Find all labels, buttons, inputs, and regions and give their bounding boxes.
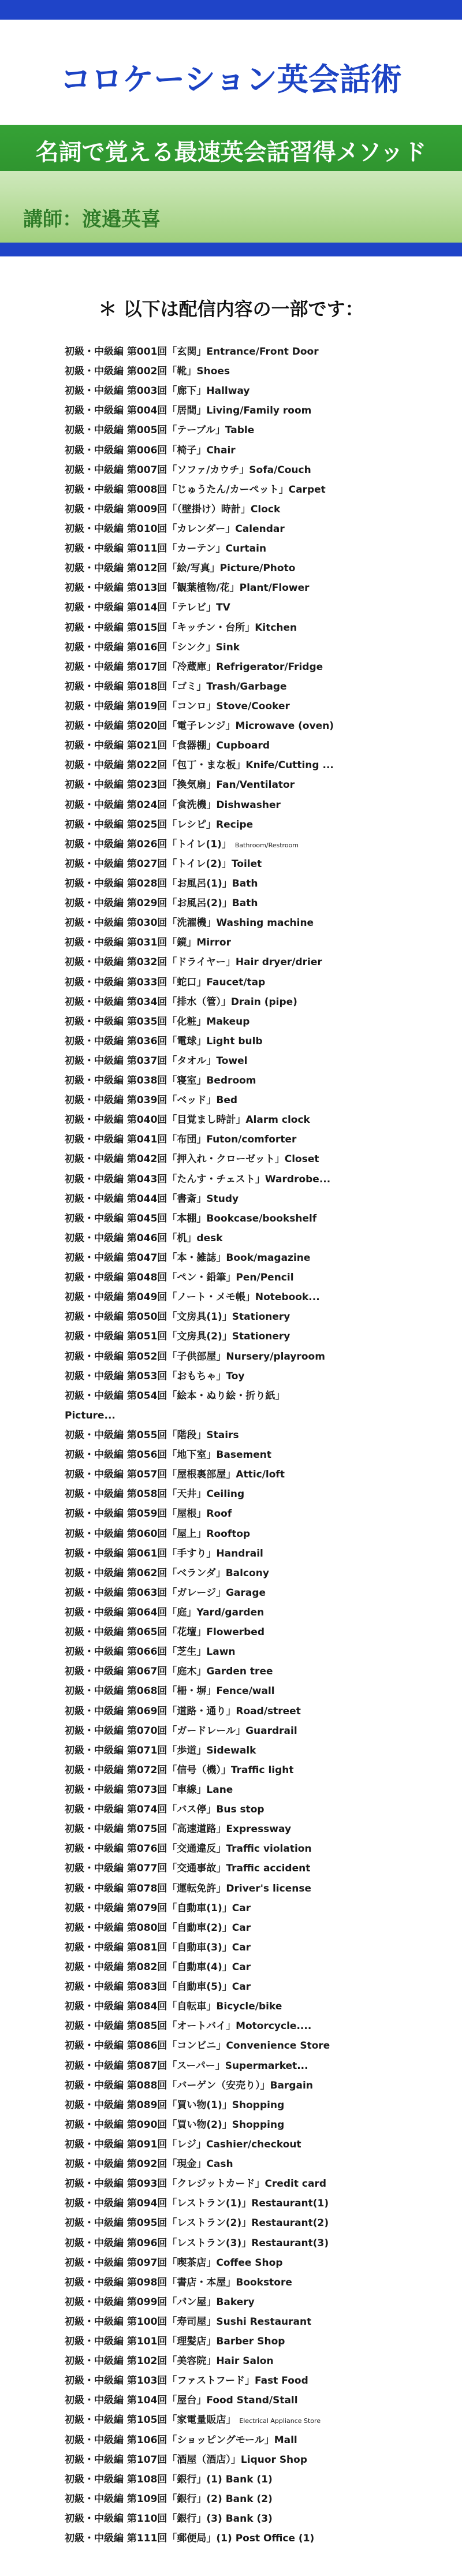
list-item [65,1090,446,1110]
episode-title: 初級・中級編 第104回「屋台」Food Stand/Stall [65,2395,298,2407]
episode-title: 初級・中級編 第077回「交通事故」Traffic accident [65,1863,311,1875]
episode-title: 初級・中級編 第006回「椅子」Chair [65,444,236,456]
episode-title: 初級・中級編 第062回「ベランダ」Balcony [65,1567,269,1579]
list-item [65,1702,446,1721]
episode-title: 初級・中級編 第043回「たんす・チェスト」Wardrobe... [65,1173,331,1185]
list-item [65,2470,446,2489]
list-item [65,618,446,638]
episode-title: 初級・中級編 第110回「銀行」(3) Bank (3) [65,2513,273,2525]
episode-title: 初級・中級編 第054回「絵本・ぬり絵・折り紙」 [65,1390,285,1402]
episode-title: 初級・中級編 第020回「電子レンジ」Microwave (oven) [65,720,334,732]
list-item [65,736,446,755]
list-item [65,1721,446,1741]
episode-title: 初級・中級編 第027回「トイレ(2)」Toilet [65,858,262,870]
episode-title: 初級・中級編 第041回「布団」Futon/comforter [65,1134,297,1146]
list-item [65,381,446,401]
list-item [65,952,446,972]
episode-title: 初級・中級編 第012回「絵/写真」Picture/Photo [65,563,296,575]
list-item [65,1051,446,1071]
episode-title: 初級・中級編 第036回「電球」Light bulb [65,1035,263,1047]
list-item [65,894,446,913]
content-notice: ＊ 以下は配信内容の一部です： [98,298,364,320]
episode-title: 初級・中級編 第097回「喫茶店」Coffee Shop [65,2257,283,2269]
list-item [65,1899,446,1918]
list-item [65,2430,446,2450]
list-item [65,1110,446,1130]
episode-title: 初級・中級編 第096回「レストラン(3)」Restaurant(3) [65,2237,329,2249]
list-item [65,1327,446,1346]
episode-title: 初級・中級編 第047回「本・雑誌」Book/magazine [65,1252,311,1264]
episode-title: 初級・中級編 第004回「居間」Living/Family room [65,405,312,417]
list-item [65,1564,446,1583]
list-item [65,1977,446,1997]
episode-title: 初級・中級編 第033回「蛇口」Faucet/tap [65,976,266,988]
episode-title: 初級・中級編 第100回「寿司屋」Sushi Restaurant [65,2316,312,2328]
list-item [65,2292,446,2312]
episode-title: Picture... [65,1409,116,1421]
episode-title: 初級・中級編 第087回「スーパー」Supermarket... [65,2060,308,2072]
episode-title: 初級・中級編 第046回「机」desk [65,1232,223,1244]
episode-title: 初級・中級編 第091回「レジ」Cashier/checkout [65,2138,301,2150]
list-item [65,1406,446,1425]
episode-title: 初級・中級編 第103回「ファストフード」Fast Food [65,2375,308,2387]
list-item [65,716,446,736]
list-item [65,1012,446,1032]
episode-title: 初級・中級編 第082回「自動車(4)」Car [65,1961,251,1973]
episode-title: 初級・中級編 第013回「観葉植物/花」Plant/Flower [65,582,310,594]
episode-title: 初級・中級編 第075回「高速道路」Expressway [65,1823,292,1836]
list-item [65,913,446,933]
list-item [65,874,446,894]
list-item [65,2016,446,2036]
episode-title: 初級・中級編 第040回「目覚まし時計」Alarm clock [65,1114,310,1126]
list-item [65,1879,446,1899]
list-item [65,519,446,539]
list-item [65,2273,446,2292]
list-item [65,1800,446,1819]
list-item [65,1504,446,1524]
list-item [65,441,446,460]
list-item [65,815,446,835]
list-item [65,933,446,952]
episode-title: 初級・中級編 第007回「ソファ/カウチ」Sofa/Couch [65,464,311,476]
list-item [65,2174,446,2194]
episode-title: 初級・中級編 第017回「冷蔵庫」Refrigerator/Fridge [65,661,323,673]
episode-title: 初級・中級編 第095回「レストラン(2)」Restaurant(2) [65,2217,329,2229]
list-item [65,697,446,716]
list-item [65,1997,446,2016]
list-item [65,2391,446,2410]
episode-title: 初級・中級編 第066回「芝生」Lawn [65,1646,236,1658]
list-item [65,1918,446,1938]
episode-title: 初級・中級編 第026回「トイレ(1)」 [65,838,232,850]
episode-title: 初級・中級編 第084回「自転車」Bicycle/bike [65,2001,282,2013]
list-item [65,1425,446,1445]
episode-title: 初級・中級編 第009回「（壁掛け）時計」Clock [65,503,281,515]
list-item [65,2312,446,2332]
list-item [65,362,446,381]
bottom-color-bar [0,243,462,256]
episode-title: 初級・中級編 第086回「コンビニ」Convenience Store [65,2040,330,2052]
episode-title: 初級・中級編 第102回「美容院」Hair Salon [65,2355,274,2367]
episode-title: 初級・中級編 第063回「ガレージ」Garage [65,1587,266,1599]
episode-title: 初級・中級編 第099回「パン屋」Bakery [65,2296,255,2308]
list-item [65,1130,446,1149]
list-item [65,638,446,657]
episode-title: 初級・中級編 第023回「換気扇」Fan/Ventilator [65,779,295,791]
list-item [65,1760,446,1780]
list-item [65,598,446,617]
list-item [65,1642,446,1662]
episode-title: 初級・中級編 第032回「ドライヤー」Hair dryer/drier [65,956,322,969]
list-item [65,1071,446,1090]
list-item [65,1307,446,1327]
list-item [65,2489,446,2509]
episode-title: 初級・中級編 第056回「地下室」Basement [65,1449,271,1461]
list-item [65,2115,446,2135]
episode-title: 初級・中級編 第044回「書斎」Study [65,1193,239,1205]
episode-title: 初級・中級編 第089回「買い物(1)」Shopping [65,2099,285,2111]
episode-title: 初級・中級編 第019回「コンロ」Stove/Cooker [65,700,290,712]
list-item [65,755,446,775]
list-item [65,2509,446,2529]
episode-title: 初級・中級編 第108回「銀行」(1) Bank (1) [65,2473,273,2485]
list-item [65,2154,446,2174]
list-item [65,480,446,500]
episode-title: 初級・中級編 第065回「花壇」Flowerbed [65,1626,265,1639]
list-item [65,1287,446,1307]
episode-title: 初級・中級編 第073回「車線」Lane [65,1784,233,1796]
list-item [65,2371,446,2391]
episode-title: 初級・中級編 第068回「柵・塀」Fence/wall [65,1685,275,1698]
list-item [65,2529,446,2548]
episode-title: 初級・中級編 第016回「シンク」Sink [65,641,240,653]
list-item [65,1603,446,1622]
list-item [65,2410,446,2430]
list-item [65,1839,446,1859]
episode-title: 初級・中級編 第053回「おもちゃ」Toy [65,1370,245,1382]
list-item [65,657,446,677]
list-item [65,992,446,1012]
episode-title: 初級・中級編 第014回「テレビ」TV [65,602,230,614]
list-item [65,1819,446,1839]
episode-title: 初級・中級編 第061回「手すり」Handrail [65,1547,263,1559]
list-item [65,1780,446,1800]
episode-title: 初級・中級編 第058回「天井」Ceiling [65,1488,245,1501]
episode-title: 初級・中級編 第071回「歩道」Sidewalk [65,1744,256,1756]
episode-title: 初級・中級編 第109回「銀行」(2) Bank (2) [65,2493,273,2505]
episode-title: 初級・中級編 第031回「鏡」Mirror [65,937,231,949]
list-item [65,342,446,362]
episode-title: 初級・中級編 第090回「買い物(2)」Shopping [65,2119,285,2131]
episode-title: 初級・中級編 第024回「食洗機」Dishwasher [65,799,281,811]
list-item [65,2095,446,2115]
list-item [65,1248,446,1268]
list-item [65,2194,446,2213]
list-item [65,401,446,420]
episode-title: 初級・中級編 第022回「包丁・まな板」Knife/Cutting ... [65,760,334,772]
top-color-bar [0,0,462,20]
episode-title: 初級・中級編 第018回「ゴミ」Trash/Garbage [65,680,287,693]
list-item [65,2056,446,2076]
list-item [65,539,446,559]
episode-note: Electrical Appliance Store [239,2417,321,2425]
list-item [65,1189,446,1209]
episode-title: 初級・中級編 第106回「ショッピングモール」Mall [65,2434,297,2446]
episode-title: 初級・中級編 第008回「じゅうたん/カーペット」Carpet [65,483,326,496]
list-item [65,1662,446,1681]
list-item [65,775,446,795]
episode-title: 初級・中級編 第076回「交通違反」Traffic violation [65,1843,312,1855]
episode-title: 初級・中級編 第094回「レストラン(1)」Restaurant(1) [65,2198,329,2210]
episode-title: 初級・中級編 第005回「テーブル」Table [65,425,255,437]
list-item [65,2351,446,2371]
list-item [65,2076,446,2095]
episode-title: 初級・中級編 第050回「文房具(1)」Stationery [65,1311,290,1323]
list-item [65,1859,446,1878]
episode-title: 初級・中級編 第098回「書店・本屋」Bookstore [65,2276,292,2288]
list-item [65,1957,446,1977]
episode-title: 初級・中級編 第015回「キッチン・台所」Kitchen [65,621,297,634]
list-item [65,1465,446,1484]
episode-title: 初級・中級編 第038回「寝室」Bedroom [65,1075,256,1087]
list-item [65,1544,446,1564]
list-item [65,2233,446,2253]
episode-title: 初級・中級編 第092回「現金」Cash [65,2158,233,2171]
episode-title: 初級・中級編 第037回「タオル」Towel [65,1055,248,1067]
episode-title: 初級・中級編 第101回「理髪店」Barber Shop [65,2336,285,2348]
episode-title: 初級・中級編 第105回「家電量販店」 [65,2414,236,2426]
episode-title: 初級・中級編 第035回「化粧」Makeup [65,1015,250,1028]
episode-title: 初級・中級編 第069回「道路・通り」Road/street [65,1705,301,1717]
episode-title: 初級・中級編 第080回「自動車(2)」Car [65,1922,251,1934]
episode-title: 初級・中級編 第048回「ペン・鉛筆」Pen/Pencil [65,1272,294,1284]
episode-title: 初級・中級編 第064回「庭」Yard/garden [65,1607,264,1618]
episode-title: 初級・中級編 第055回「階段」Stairs [65,1430,239,1442]
list-item [65,2213,446,2233]
list-item [65,1149,446,1169]
list-item [65,1622,446,1642]
episode-title: 初級・中級編 第003回「廊下」Hallway [65,385,250,397]
lecturer-name: 講師：渡邉英喜 [23,208,161,231]
episode-title: 初級・中級編 第067回「庭木」Garden tree [65,1666,273,1678]
list-item [65,1524,446,1544]
list-item [65,1484,446,1504]
episode-title: 初級・中級編 第029回「お風呂(2)」Bath [65,898,258,910]
episode-title: 初級・中級編 第107回「酒屋（酒店）」Liquor Shop [65,2454,308,2466]
episode-title: 初級・中級編 第057回「屋根裏部屋」Attic/loft [65,1469,285,1481]
episode-title: 初級・中級編 第039回「ベッド」Bed [65,1095,238,1107]
episode-title: 初級・中級編 第093回「クレジットカード」Credit card [65,2178,327,2190]
episode-title: 初級・中級編 第074回「バス停」Bus stop [65,1804,264,1816]
list-item [65,1229,446,1248]
list-item [65,1170,446,1189]
episode-title: 初級・中級編 第001回「玄関」Entrance/Front Door [65,346,319,358]
episode-title: 初級・中級編 第072回「信号（機）」Traffic light [65,1764,294,1776]
list-item [65,1209,446,1229]
page-subtitle: 名詞で覚える最速英会話習得メソッド [35,139,427,166]
list-item [65,420,446,440]
list-item [65,578,446,598]
episode-title: 初級・中級編 第085回「オートバイ」Motorcycle.... [65,2020,312,2032]
list-item [65,1583,446,1603]
episode-title: 初級・中級編 第052回「子供部屋」Nursery/playroom [65,1350,325,1363]
episode-title: 初級・中級編 第079回「自動車(1)」Car [65,1902,251,1914]
episode-title: 初級・中級編 第059回「屋根」Roof [65,1508,232,1520]
episode-title: 初級・中級編 第025回「レシピ」Recipe [65,818,254,831]
episode-title: 初級・中級編 第088回「バーゲン（安売り）」Bargain [65,2079,313,2091]
list-item [65,2450,446,2470]
list-item [65,973,446,992]
list-item [65,1386,446,1406]
list-item [65,1741,446,1760]
list-item [65,677,446,697]
list-item [65,2036,446,2056]
episode-title: 初級・中級編 第049回「ノート・メモ帳」Notebook... [65,1291,320,1304]
episode-title: 初級・中級編 第060回「屋上」Rooftop [65,1528,251,1540]
list-item [65,1367,446,1386]
list-item [65,795,446,815]
list-item [65,1268,446,1287]
list-item [65,2332,446,2351]
episode-title: 初級・中級編 第083回「自動車(5)」Car [65,1981,251,1993]
episode-title: 初級・中級編 第030回「洗濯機」Washing machine [65,917,314,929]
list-item [65,1347,446,1367]
list-item [65,1938,446,1957]
episode-title: 初級・中級編 第081回「自動車(3)」Car [65,1941,251,1953]
episode-title: 初級・中級編 第078回「運転免許」Driver's license [65,1882,311,1894]
list-item [65,559,446,578]
episode-title: 初級・中級編 第010回「カレンダー」Calendar [65,523,285,535]
episode-note: Bathroom/Restroom [234,841,299,849]
list-item [65,460,446,480]
list-item [65,2253,446,2273]
list-item [65,1445,446,1465]
episode-title: 初級・中級編 第111回「郵便局」(1) Post Office (1) [65,2533,315,2545]
episode-title: 初級・中級編 第042回「押入れ・クローゼット」Closet [65,1153,319,1166]
page-title: コロケーション英会話術 [60,61,402,98]
list-item [65,835,446,854]
episode-title: 初級・中級編 第034回「排水（管）」Drain (pipe) [65,996,297,1008]
list-item [65,1681,446,1701]
episode-title: 初級・中級編 第051回「文房具(2)」Stationery [65,1331,290,1343]
list-item [65,854,446,874]
list-item [65,1032,446,1051]
list-item [65,2135,446,2154]
episode-title: 初級・中級編 第045回「本棚」Bookcase/bookshelf [65,1212,317,1224]
episode-title: 初級・中級編 第028回「お風呂(1)」Bath [65,877,258,889]
episode-title: 初級・中級編 第011回「カーテン」Curtain [65,543,267,555]
episode-title: 初級・中級編 第021回「食器棚」Cupboard [65,740,270,752]
episode-title: 初級・中級編 第070回「ガードレール」Guardrail [65,1725,297,1737]
episode-list [65,342,446,2548]
episode-title: 初級・中級編 第002回「靴」Shoes [65,366,230,378]
list-item [65,500,446,519]
